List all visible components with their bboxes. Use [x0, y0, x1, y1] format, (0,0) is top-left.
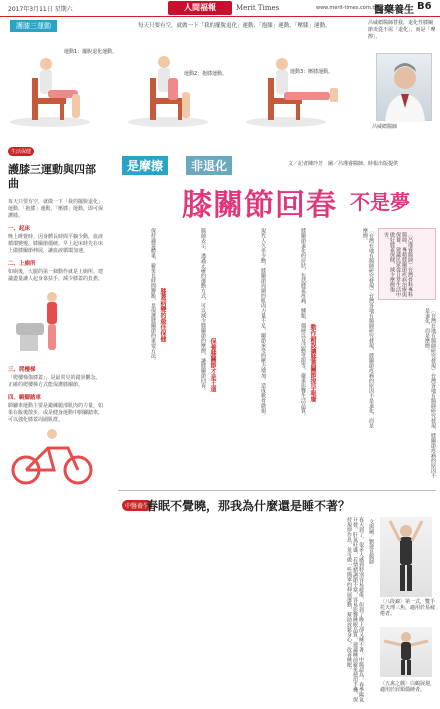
- exercise-figure-caption: 運動2：抱膝運動。: [184, 71, 228, 77]
- exercise-figure-caption: 運動1：擺脫退化運動。: [64, 49, 118, 55]
- article-column: 〔台灣在地有醫師研究發現〕台灣各地有醫師研究發現，膝關節疼痛的原因不是退化，而是摩擦。: [362, 228, 374, 428]
- headline-block: [118, 156, 436, 228]
- photo-byline: 文與圖／劉建良醫師: [368, 519, 374, 564]
- headline-subtitle: 不是夢: [350, 190, 410, 214]
- website-url: www.merit-times.com.tw: [316, 5, 379, 11]
- article-column: 〔台灣在地有醫師研究發現〕台灣各地有醫師研究發現，膝關節疼痛的原因不是退化，而是摩擦。: [424, 308, 436, 478]
- headline-title: 膝關節回春: [182, 188, 337, 223]
- toilet-illustration: [8, 287, 98, 357]
- headline-kicker: 是摩擦: [122, 156, 168, 175]
- exercise-figure-1: [10, 38, 118, 128]
- left-section-text: 晚上睡覺時，因身體長時間平躺少動，血液循環變慢，膝關節僵硬。早上起床時先在床上做膝關節伸展，讓血液循環加速。: [8, 234, 104, 254]
- page-header: [0, 0, 440, 17]
- exercise-figure-caption: 運動3：壓膝運動。: [290, 69, 334, 75]
- doctor-photo: [376, 53, 432, 121]
- article-tag: 中醫養生: [122, 500, 152, 511]
- left-section-text: 「爬樓梯傷膝蓋」，是最常見的錯誤觀念。正確的爬樓梯方式能保護膝關節。: [8, 375, 101, 388]
- photo-caption-1: 〈八段錦〉第一式，雙手托天理三焦，適用於易疲倦者。: [380, 599, 436, 617]
- left-sidebar: [8, 138, 104, 578]
- exercise-top-caption: 每天只要有空，就做一下「我的擺脫退化」運動、「抱膝」運動、「壓膝」運動。: [138, 23, 331, 29]
- doctor-caption: 呂威縉醫師: [372, 124, 398, 130]
- info-box: [378, 228, 436, 300]
- doctor-profile: [368, 20, 436, 130]
- left-tag: 生活保健: [8, 147, 34, 156]
- article-column: 醫師表示，透過正確的運動方式，可以減少膝關節的摩擦，讓膝關節回春。: [200, 228, 206, 393]
- left-section-heading: 四、騎腳踏車: [8, 395, 42, 401]
- article-photos: [368, 515, 436, 703]
- info-box-text: 〔呂瑾睿醫師〕台灣骨科專科醫師，專精膝關節疾病治療與保養。建議民眾從日常生活中做好膝蓋保健，減少摩擦傷害。: [383, 232, 413, 297]
- article-subheading: 保養膝關節才是王道: [209, 338, 216, 392]
- exercise-photo-2: [380, 627, 432, 677]
- newspaper-english-name: Merit Times: [236, 4, 280, 12]
- doctor-portrait-icon: [377, 54, 433, 122]
- issue-date: 2017年3月11日 星期六: [8, 6, 73, 13]
- article-byline: 文／記者陳玲芳 圖／呂瑾睿醫師、時報出版提供: [288, 161, 399, 167]
- exercise-photo-1: [380, 517, 432, 597]
- left-section-heading: 二、上廁所: [8, 261, 36, 267]
- page-number: B6: [417, 1, 432, 12]
- headline-kicker: 非退化: [186, 156, 232, 175]
- article-subheading: 膝蓋病變的最佳保健: [159, 288, 166, 342]
- doctor-quote: 呂威縉醫師替我，退化性膝關節炎從不需「退化」，而是「摩擦」。: [368, 20, 436, 40]
- article-text: 春天到了，很多人感到特別容易疲倦，但到了晚上卻又睡不著。中醫認為，春季陽氣升發，肝氣旺盛，若情緒調節不當，容易影響睡眠品質。建議睡前避免使用手機，保持規律作息，並可做一些簡單的伸展運動，幫助放鬆身心，改善睡眠。: [346, 517, 364, 702]
- exercise-illustration-1: [10, 48, 114, 128]
- section-title: 醫藥養生: [374, 5, 414, 16]
- article-column: 膝關節退化的症狀，包括膝蓋疼痛、腫脹、僵硬以及活動受限等，嚴重影響生活品質。: [300, 228, 306, 418]
- exercise-tag: 護膝三運動: [10, 20, 57, 32]
- left-section-text: 騎腳車運動主要是鍛練腿部肌肉的力量，如果在飯後散步，或是健身運動中騎腳踏車，可以強化膝蓋周圍肌群。: [8, 403, 104, 423]
- left-intro: 每天只要有空，就做一下「我的擺脫退化」運動、「抱膝」運動、「壓膝」運動，即可保護膝。: [8, 199, 104, 219]
- person-standing-icon: [380, 517, 432, 597]
- photo-caption-2: 〈五禽之戲〉白鶴展翅，適用於肩頸僵硬者。: [380, 681, 436, 693]
- newspaper-logo: 人間福報: [168, 1, 232, 15]
- left-title: 護膝三運動與四部曲: [8, 163, 96, 190]
- second-article: [118, 490, 436, 705]
- left-section-text: 如廁後，大腿的第一個動作就是上廁所。建議盡量讓人起身靠扶手，減少膝蓋的負擔。: [8, 269, 104, 282]
- exercise-figure-3: [246, 38, 350, 128]
- exercise-figure-2: [128, 38, 232, 128]
- article-subheading: 動作錯誤讓膝蓋關節提早報廢: [309, 324, 316, 402]
- exercise-banner: [10, 20, 355, 132]
- article-column: 現代人久坐少動，膝關節周圍的肌肉力量不足，關節承受的壓力增加，造成軟骨磨損。: [260, 228, 266, 418]
- article-column: 保持適當體重，避免長時間蹲跪，是保護膝關節的重要方法。: [150, 228, 156, 363]
- person-stretching-icon: [380, 627, 432, 677]
- article-headline: 春眠不覺曉，那我為什麼還是睡不著？: [146, 499, 351, 513]
- bicycle-illustration: [8, 426, 98, 486]
- exercise-illustration-3: [246, 48, 350, 128]
- left-section-heading: 三、爬樓梯: [8, 367, 36, 373]
- exercise-illustration-2: [128, 48, 232, 128]
- main-article: [118, 228, 436, 488]
- left-section-heading: 一、起床: [8, 226, 31, 232]
